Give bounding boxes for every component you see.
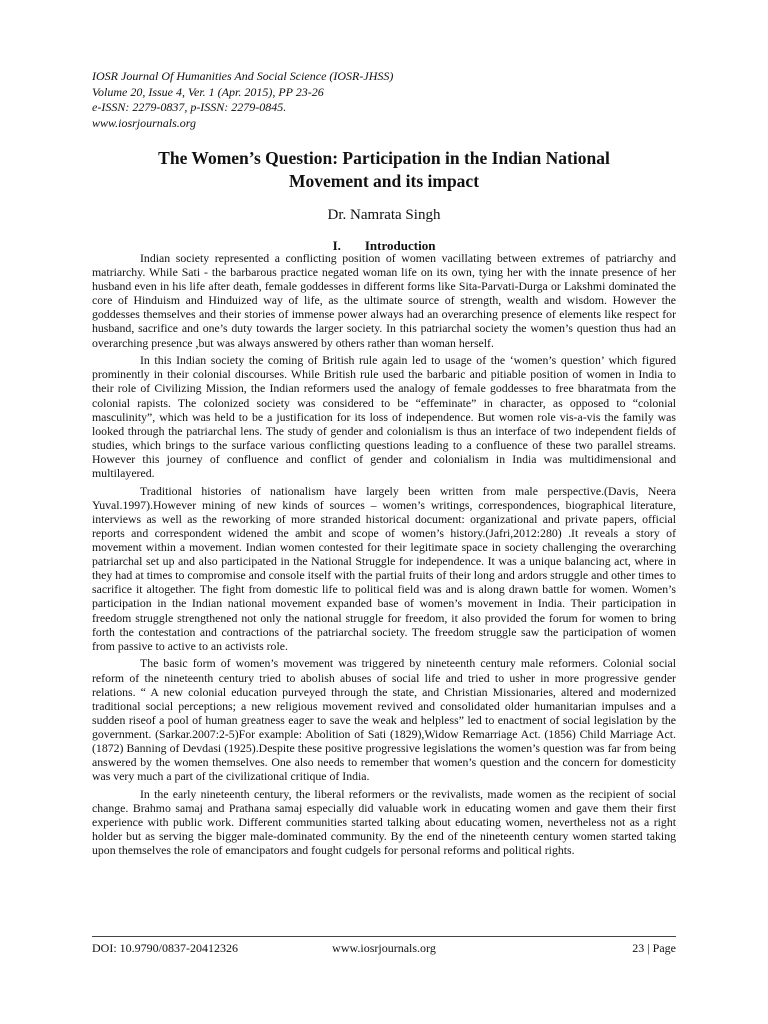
footer-page-number: 23 | Page	[632, 941, 676, 955]
section-title: Introduction	[364, 238, 436, 253]
author-name: Dr. Namrata Singh	[327, 207, 441, 223]
body-paragraph: The basic form of women’s movement was triggered by nineteenth century male reformers. Colonial social reform of the nineteenth century tried to abolish abuses of social life and tried to usher in more progressive gender relations. “ A new colonial education purveyed through the state, and Christian Missionaries, altered and modernized traditional social perceptions; a new religious movement revived and consolidated older humanitarian impulses and a sudden riseof a pool of human greatness eager to save the weak and helpless” led to enactment of social legislation by the government. (Sarkar.2007:2-5)For example: Abolition of Sati (1829),Widow Remarriage Act. (1856) Child Marriage Act. (1872) Banning of Devdasi (1925).Despite these positive progressive legislations the women’s question was far from being answered by the women themselves. One also needs to remember that women’s question and the concern for domesticity was very much a part of the civilizational critique of India.	[92, 656, 676, 784]
body-paragraph: In the early nineteenth century, the liberal reformers or the revivalists, made women as the recipient of social change. Brahmo samaj and Prathana samaj especially did valuable work in educating women and gave them their first experience with public work. Different communities started talking about educating women, nevertheless not as a right holder but as serving the bigger male-dominated community. By the end of the nineteenth century women started taking upon themselves the role of emancipators and fought cudgels for personal reforms and political rights.	[92, 786, 676, 858]
footer-doi: DOI: 10.9790/0837-20412326	[92, 941, 238, 955]
body-paragraph: Traditional histories of nationalism have largely been written from male perspective.(Davis, Neera Yuval.1997).However mining of new kinds of sources – women’s writings, correspondences, biographical literature, interviews as well as the reworking of more stranded historical document: organizational and private papers, official reports and correspondent widened the ambit and scope of women’s history.(Jafri,2012:280) .It reveals a story of movement within a movement. Indian women contested for their legitimate space in society challenging the overarching patriarchal set up and also participated in the National Struggle for independence. It was a unique balancing act, where in they had at times to compromise and console itself with the partial fruits of their long and ardors struggle and other times to sacrifice it altogether. The fight from domestic life to political field was and is along drawn battle for women. Women’s participation in the Indian national movement expanded base of women’s movement in India. Their participation in freedom struggle strengthened not only the national struggle for freedom, it also provided the forum for women to bring forth the contestation and contractions of the patriarchal society. The freedom struggle saw the participation of women from passive to active to an activists role.	[92, 483, 676, 653]
journal-website: www.iosrjournals.org	[92, 115, 197, 130]
journal-name: IOSR Journal Of Humanities And Social Science (IOSR-JHSS)	[92, 69, 394, 83]
body-paragraph: In this Indian society the coming of British rule again led to usage of the ‘women’s question’ which figured prominently in their colonial discourses. While British rule used the barbaric and pitiable position of women in India to their role of Civilizing Mission, the Indian reformers used the analogy of female goddesses to free bharatmata from the colonial rapists. The colonized society was considered to be “effeminate” in character, as opposed to “colonial masculinity”, which was held to be a justification for its loss of independence. But women role vis-a-vis the family was looked through the patriarchal lens. The study of gender and colonialism is thus an interface of two independent fields of studies, which brings to the surface various conflicting questions leading to a confluence of these two parallel streams. However this journey of confluence and conflict of gender and colonialism in India was multidimensional and multilayered.	[92, 353, 676, 480]
article-title-line-1: The Women’s Question: Participation in the Indian National	[158, 148, 610, 168]
article-body	[92, 251, 676, 861]
footer-divider	[92, 936, 676, 937]
article-title-line-2: Movement and its impact	[288, 171, 480, 191]
page-footer	[92, 940, 676, 956]
journal-issn: e-ISSN: 2279-0837, p-ISSN: 2279-0845.	[92, 100, 287, 114]
body-paragraph: Indian society represented a conflicting position of women vacillating between extremes of patriarchy and matriarchy. While Sati - the barbarous practice negated woman life on its own, tying her with the innate presence of her husband even in his life after death, female goddesses in different forms like Sita-Parvati-Durga or Lakshmi dominated the core of Hinduism and Hinduized way of life, as the ultimate source of strength, wealth and wisdom. However the goddesses themselves and their stories of immense power always had an overarching presence of elements like respect for husband, sacrifice and one’s duty towards the larger society. In this patriarchal society the women’s question thus had an overarching presence ,but was always answered by others rather than woman herself.	[92, 251, 676, 350]
journal-header	[92, 69, 692, 131]
journal-volume: Volume 20, Issue 4, Ver. 1 (Apr. 2015), PP 23-26	[92, 84, 324, 99]
footer-website: www.iosrjournals.org	[332, 941, 436, 955]
article-title	[92, 147, 676, 193]
section-number: I.	[332, 238, 341, 253]
